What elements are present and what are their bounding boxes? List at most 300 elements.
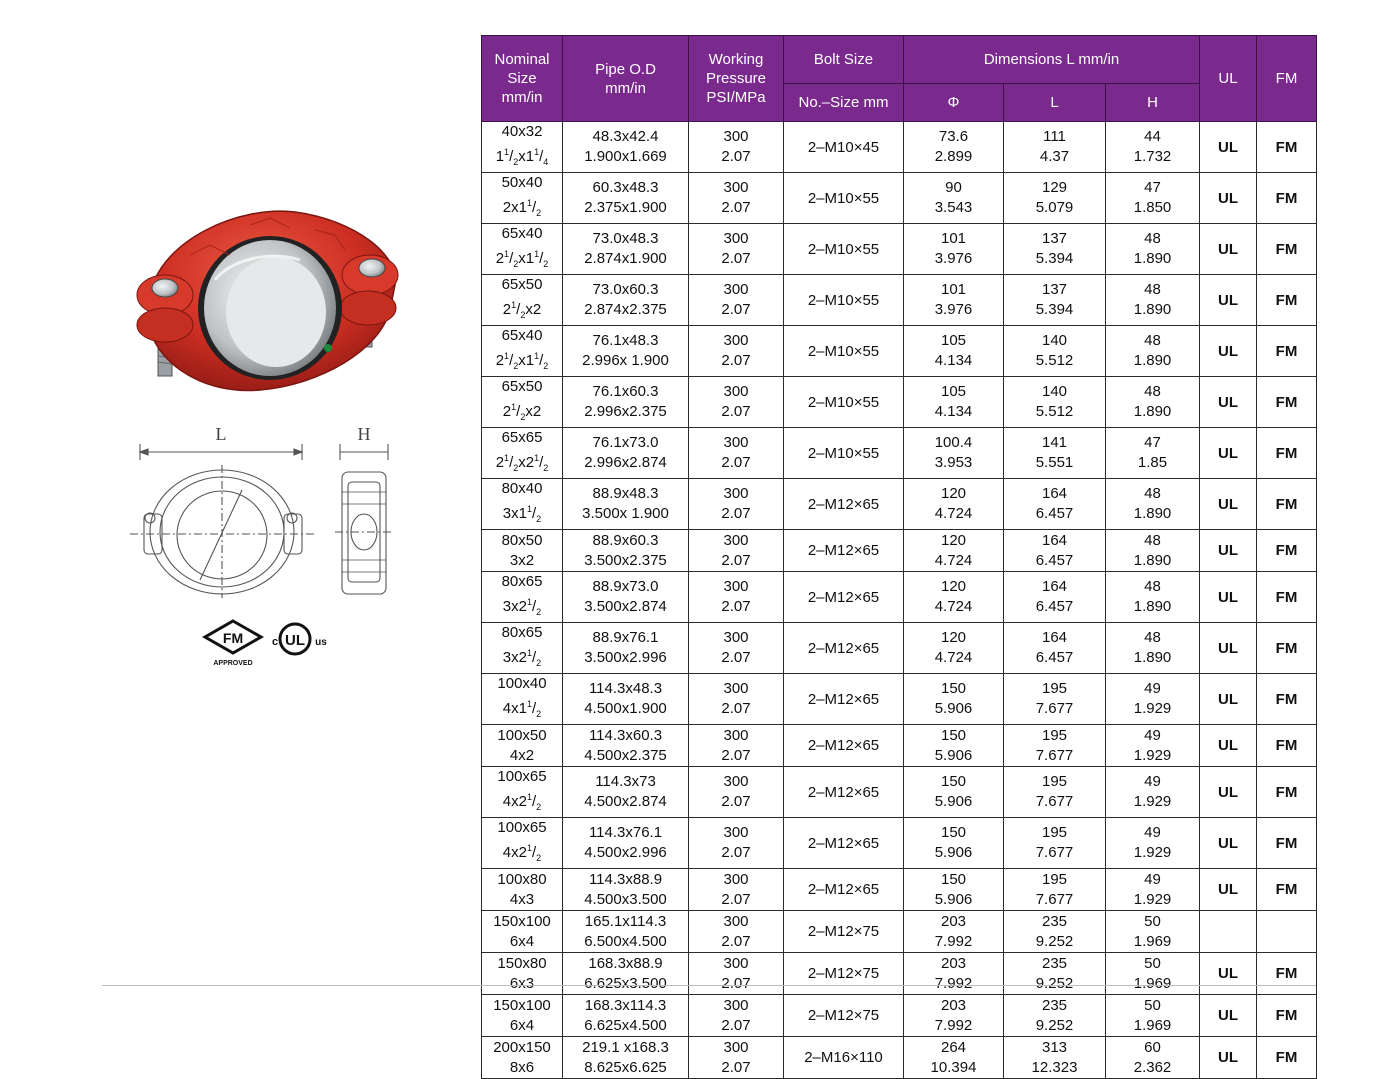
phi-in: 3.543	[934, 199, 973, 216]
cell-dim-phi	[904, 572, 1004, 623]
nominal-mm: 80x65	[501, 624, 543, 641]
phi-in: 4.724	[934, 505, 973, 522]
h-mm: 48	[1144, 485, 1161, 502]
cell-nominal-size	[482, 818, 563, 869]
pressure-mpa: 2.07	[721, 1058, 751, 1076]
cell-fm: FM	[1257, 326, 1317, 377]
cell-nominal-size	[482, 1037, 563, 1079]
cell-ul: UL	[1200, 479, 1257, 530]
h-mm: 48	[1144, 629, 1161, 646]
ul-listed-logo	[272, 624, 327, 654]
cell-ul: UL	[1200, 674, 1257, 725]
cell-dim-h	[1106, 224, 1200, 275]
header-fm: FM	[1257, 36, 1317, 122]
cell-working-pressure	[689, 173, 784, 224]
cell-ul: UL	[1200, 377, 1257, 428]
pressure-psi: 300	[723, 726, 749, 744]
table-row	[482, 911, 1317, 953]
cell-bolt-size: 2–M12×65	[784, 530, 904, 572]
od-in: 4.500x2.375	[584, 746, 667, 764]
nominal-mm: 100x80	[497, 870, 547, 888]
pressure-psi: 300	[723, 230, 749, 247]
phi-mm: 120	[940, 485, 967, 502]
nominal-inch: $2^1/_2x1^1/_2$	[495, 351, 549, 371]
cell-working-pressure	[689, 377, 784, 428]
od-mm: 165.1x114.3	[584, 912, 667, 930]
cell-fm: FM	[1257, 995, 1317, 1037]
l-in: 9.252	[1035, 1016, 1074, 1034]
od-in: 8.625x6.625	[584, 1058, 667, 1076]
cell-dim-l	[1004, 530, 1106, 572]
h-mm: 48	[1144, 531, 1161, 549]
cell-pipe-od	[563, 377, 689, 428]
cell-ul: UL	[1200, 122, 1257, 173]
h-mm: 48	[1144, 578, 1161, 595]
l-in: 6.457	[1035, 649, 1074, 666]
od-in: 3.500x2.996	[584, 649, 667, 666]
header-dim-phi: Φ	[904, 84, 1004, 122]
l-in: 7.677	[1035, 844, 1074, 861]
cell-dim-phi	[904, 953, 1004, 995]
l-in: 7.677	[1035, 793, 1074, 810]
table-row	[482, 173, 1317, 224]
od-mm: 76.1x60.3	[592, 383, 659, 400]
h-in: 1.929	[1133, 793, 1172, 810]
cell-dim-l	[1004, 818, 1106, 869]
nominal-mm: 65x50	[501, 378, 543, 395]
l-in: 7.677	[1035, 746, 1074, 764]
cell-pipe-od	[563, 767, 689, 818]
cell-working-pressure	[689, 674, 784, 725]
h-mm: 60	[1144, 1038, 1161, 1056]
od-in: 4.500x1.900	[584, 700, 667, 717]
h-in: 1.890	[1133, 551, 1172, 569]
l-mm: 164	[1041, 629, 1068, 646]
nominal-mm: 80x40	[501, 480, 543, 497]
cell-dim-l	[1004, 725, 1106, 767]
pressure-mpa: 2.07	[721, 403, 751, 420]
od-in: 6.625x4.500	[584, 1016, 667, 1034]
phi-in: 7.992	[934, 932, 973, 950]
header-ul: UL	[1200, 36, 1257, 122]
cell-fm: FM	[1257, 623, 1317, 674]
table-row	[482, 818, 1317, 869]
cell-fm	[1257, 911, 1317, 953]
pressure-psi: 300	[723, 680, 749, 697]
dimension-drawing	[130, 420, 410, 600]
footer-divider	[102, 985, 1316, 986]
nominal-mm: 80x65	[501, 573, 543, 590]
nominal-inch: $2^1/_2x2^1/_2$	[495, 453, 549, 473]
od-in: 4.500x3.500	[584, 890, 667, 908]
ul-logo-text: UL	[285, 632, 305, 649]
h-in: 1.969	[1133, 1016, 1172, 1034]
cell-bolt-size: 2–M10×55	[784, 173, 904, 224]
cell-nominal-size	[482, 953, 563, 995]
cell-bolt-size: 2–M10×55	[784, 326, 904, 377]
cell-ul: UL	[1200, 725, 1257, 767]
cell-dim-l	[1004, 995, 1106, 1037]
nominal-inch: $3x1^1/_2$	[502, 504, 542, 524]
cell-ul: UL	[1200, 953, 1257, 995]
cell-dim-phi	[904, 326, 1004, 377]
table-row	[482, 1037, 1317, 1079]
od-mm: 168.3x114.3	[584, 996, 667, 1014]
phi-mm: 203	[940, 912, 967, 930]
pressure-mpa: 2.07	[721, 454, 751, 471]
certification-marks	[195, 615, 355, 675]
h-in: 1.969	[1133, 974, 1172, 992]
cell-fm: FM	[1257, 953, 1317, 995]
cell-working-pressure	[689, 122, 784, 173]
phi-in: 2.899	[934, 148, 973, 165]
header-dimensions: Dimensions L mm/in	[904, 36, 1200, 84]
cell-ul: UL	[1200, 326, 1257, 377]
cell-working-pressure	[689, 1037, 784, 1079]
ul-logo-us: us	[315, 637, 327, 648]
cell-ul: UL	[1200, 818, 1257, 869]
cell-dim-phi	[904, 623, 1004, 674]
cell-ul: UL	[1200, 767, 1257, 818]
cell-working-pressure	[689, 995, 784, 1037]
cell-bolt-size: 2–M12×65	[784, 623, 904, 674]
cell-working-pressure	[689, 428, 784, 479]
h-mm: 48	[1144, 230, 1161, 247]
pressure-psi: 300	[723, 281, 749, 298]
l-mm: 235	[1041, 954, 1068, 972]
cell-dim-phi	[904, 1037, 1004, 1079]
cell-pipe-od	[563, 1037, 689, 1079]
pressure-psi: 300	[723, 179, 749, 196]
l-mm: 140	[1041, 332, 1068, 349]
cell-dim-l	[1004, 911, 1106, 953]
nominal-mm: 65x50	[501, 276, 543, 293]
cell-nominal-size	[482, 674, 563, 725]
pressure-psi: 300	[723, 629, 749, 646]
pressure-mpa: 2.07	[721, 932, 751, 950]
cell-pipe-od	[563, 818, 689, 869]
cell-fm: FM	[1257, 479, 1317, 530]
pressure-psi: 300	[723, 531, 749, 549]
nominal-inch: 6x3	[509, 974, 535, 992]
cell-fm: FM	[1257, 572, 1317, 623]
cell-dim-h	[1106, 377, 1200, 428]
cell-bolt-size: 2–M12×65	[784, 572, 904, 623]
cell-nominal-size	[482, 572, 563, 623]
od-mm: 76.1x73.0	[592, 434, 659, 451]
cell-working-pressure	[689, 623, 784, 674]
cell-dim-phi	[904, 173, 1004, 224]
od-mm: 76.1x48.3	[592, 332, 659, 349]
cell-dim-l	[1004, 623, 1106, 674]
header-dim-h: H	[1106, 84, 1200, 122]
phi-mm: 120	[940, 629, 967, 646]
pressure-mpa: 2.07	[721, 199, 751, 216]
l-mm: 140	[1041, 383, 1068, 400]
cell-working-pressure	[689, 725, 784, 767]
cell-ul: UL	[1200, 224, 1257, 275]
cell-dim-h	[1106, 479, 1200, 530]
specification-table	[481, 35, 1317, 1079]
cell-dim-h	[1106, 674, 1200, 725]
h-in: 1.890	[1133, 649, 1172, 666]
l-mm: 195	[1041, 726, 1068, 744]
cell-nominal-size	[482, 326, 563, 377]
table-row	[482, 275, 1317, 326]
nominal-mm: 80x50	[501, 531, 543, 549]
l-mm: 164	[1041, 485, 1068, 502]
od-mm: 48.3x42.4	[592, 128, 659, 145]
h-mm: 47	[1144, 434, 1161, 451]
cell-ul: UL	[1200, 275, 1257, 326]
cell-fm: FM	[1257, 428, 1317, 479]
cell-nominal-size	[482, 122, 563, 173]
cell-pipe-od	[563, 275, 689, 326]
fm-logo-subtext: APPROVED	[213, 660, 253, 667]
l-mm: 137	[1041, 230, 1068, 247]
cell-bolt-size: 2–M12×65	[784, 869, 904, 911]
cell-dim-phi	[904, 911, 1004, 953]
cell-dim-l	[1004, 377, 1106, 428]
l-in: 5.512	[1035, 352, 1074, 369]
nominal-mm: 65x40	[501, 327, 543, 344]
cell-working-pressure	[689, 911, 784, 953]
l-mm: 195	[1041, 824, 1068, 841]
phi-mm: 105	[940, 383, 967, 400]
h-in: 1.732	[1133, 148, 1172, 165]
pressure-mpa: 2.07	[721, 649, 751, 666]
cell-dim-phi	[904, 428, 1004, 479]
nominal-inch: $4x1^1/_2$	[502, 699, 542, 719]
l-in: 9.252	[1035, 974, 1074, 992]
nominal-mm: 200x150	[493, 1038, 551, 1056]
od-mm: 114.3x48.3	[588, 680, 663, 697]
h-mm: 49	[1144, 870, 1161, 888]
nominal-inch: 3x2	[509, 551, 535, 569]
nominal-mm: 150x80	[497, 954, 547, 972]
h-in: 1.890	[1133, 403, 1172, 420]
cell-dim-l	[1004, 572, 1106, 623]
cell-dim-phi	[904, 224, 1004, 275]
od-mm: 88.9x48.3	[592, 485, 659, 502]
pressure-mpa: 2.07	[721, 1016, 751, 1034]
pressure-psi: 300	[723, 996, 749, 1014]
cell-ul: UL	[1200, 428, 1257, 479]
phi-mm: 264	[940, 1038, 967, 1056]
h-mm: 49	[1144, 824, 1161, 841]
nominal-inch: 4x3	[509, 890, 535, 908]
cell-dim-h	[1106, 767, 1200, 818]
cell-pipe-od	[563, 479, 689, 530]
cell-dim-l	[1004, 674, 1106, 725]
cell-dim-phi	[904, 995, 1004, 1037]
od-in: 1.900x1.669	[584, 148, 667, 165]
phi-mm: 73.6	[938, 128, 969, 145]
cell-dim-l	[1004, 869, 1106, 911]
l-mm: 313	[1041, 1038, 1068, 1056]
nominal-inch: $3x2^1/_2$	[502, 648, 542, 668]
l-mm: 164	[1041, 578, 1068, 595]
cell-working-pressure	[689, 818, 784, 869]
pressure-psi: 300	[723, 954, 749, 972]
nominal-inch: $3x2^1/_2$	[502, 597, 542, 617]
cell-dim-l	[1004, 767, 1106, 818]
phi-mm: 150	[940, 824, 967, 841]
h-in: 1.929	[1133, 746, 1172, 764]
od-mm: 114.3x73	[595, 773, 656, 790]
cell-bolt-size: 2–M12×75	[784, 953, 904, 995]
cell-bolt-size: 2–M12×75	[784, 911, 904, 953]
od-mm: 168.3x88.9	[588, 954, 663, 972]
nominal-inch: 6x4	[509, 1016, 535, 1034]
l-mm: 235	[1041, 912, 1068, 930]
h-mm: 49	[1144, 773, 1161, 790]
h-mm: 50	[1144, 954, 1161, 972]
pressure-psi: 300	[723, 1038, 749, 1056]
od-in: 6.500x4.500	[584, 932, 667, 950]
cell-bolt-size: 2–M10×45	[784, 122, 904, 173]
cell-ul: UL	[1200, 869, 1257, 911]
l-in: 7.677	[1035, 890, 1074, 908]
cell-dim-phi	[904, 674, 1004, 725]
cell-nominal-size	[482, 530, 563, 572]
od-mm: 60.3x48.3	[592, 179, 659, 196]
od-in: 2.874x1.900	[584, 250, 667, 267]
l-in: 6.457	[1035, 551, 1074, 569]
l-in: 5.512	[1035, 403, 1074, 420]
table-row	[482, 326, 1317, 377]
phi-mm: 90	[945, 179, 962, 196]
cell-nominal-size	[482, 869, 563, 911]
table-row	[482, 572, 1317, 623]
pressure-mpa: 2.07	[721, 700, 751, 717]
cell-dim-l	[1004, 122, 1106, 173]
cell-dim-l	[1004, 1037, 1106, 1079]
l-mm: 129	[1041, 179, 1068, 196]
header-nominal-size: Nominal Size mm/in	[482, 36, 563, 122]
cell-pipe-od	[563, 530, 689, 572]
nominal-inch: $4x2^1/_2$	[502, 792, 542, 812]
h-mm: 50	[1144, 912, 1161, 930]
cell-nominal-size	[482, 173, 563, 224]
cell-bolt-size: 2–M10×55	[784, 224, 904, 275]
pressure-mpa: 2.07	[721, 148, 751, 165]
cell-pipe-od	[563, 428, 689, 479]
phi-in: 4.724	[934, 649, 973, 666]
l-mm: 111	[1043, 128, 1066, 145]
nominal-mm: 150x100	[493, 996, 551, 1014]
table-row	[482, 377, 1317, 428]
cell-fm: FM	[1257, 674, 1317, 725]
h-mm: 49	[1144, 680, 1161, 697]
cell-dim-phi	[904, 122, 1004, 173]
h-in: 1.850	[1133, 199, 1172, 216]
l-mm: 195	[1041, 870, 1068, 888]
cell-dim-phi	[904, 377, 1004, 428]
phi-in: 3.976	[934, 250, 973, 267]
nominal-inch: $4x2^1/_2$	[502, 843, 542, 863]
cell-ul: UL	[1200, 173, 1257, 224]
cell-fm: FM	[1257, 818, 1317, 869]
h-mm: 48	[1144, 332, 1161, 349]
l-in: 6.457	[1035, 505, 1074, 522]
nominal-mm: 100x65	[497, 819, 547, 836]
phi-in: 3.953	[934, 454, 973, 471]
cell-dim-h	[1106, 911, 1200, 953]
cell-dim-h	[1106, 572, 1200, 623]
cell-nominal-size	[482, 623, 563, 674]
cell-fm: FM	[1257, 173, 1317, 224]
h-mm: 44	[1144, 128, 1161, 145]
cell-fm: FM	[1257, 122, 1317, 173]
cell-bolt-size: 2–M12×65	[784, 818, 904, 869]
cell-dim-phi	[904, 275, 1004, 326]
h-in: 1.85	[1137, 454, 1168, 471]
nominal-inch: $2^1/_2x2$	[502, 402, 542, 422]
cell-dim-h	[1106, 953, 1200, 995]
od-mm: 114.3x60.3	[588, 726, 663, 744]
cell-working-pressure	[689, 869, 784, 911]
phi-mm: 101	[940, 230, 967, 247]
od-in: 3.500x2.874	[584, 598, 667, 615]
l-mm: 141	[1041, 434, 1068, 451]
cell-nominal-size	[482, 275, 563, 326]
l-in: 4.37	[1039, 148, 1070, 165]
table-row	[482, 767, 1317, 818]
h-mm: 48	[1144, 281, 1161, 298]
nominal-inch: $1^1/_2x1^1/_4$	[495, 147, 549, 167]
l-in: 5.551	[1035, 454, 1074, 471]
od-mm: 114.3x88.9	[588, 870, 663, 888]
phi-mm: 120	[940, 531, 967, 549]
cell-ul: UL	[1200, 530, 1257, 572]
nominal-mm: 65x40	[501, 225, 543, 242]
pressure-psi: 300	[723, 332, 749, 349]
l-in: 12.323	[1031, 1058, 1078, 1076]
cell-pipe-od	[563, 623, 689, 674]
cell-ul: UL	[1200, 995, 1257, 1037]
nominal-mm: 65x65	[501, 429, 543, 446]
cell-bolt-size: 2–M10×55	[784, 377, 904, 428]
phi-in: 4.134	[934, 403, 973, 420]
cell-ul: UL	[1200, 623, 1257, 674]
cell-dim-h	[1106, 623, 1200, 674]
od-mm: 73.0x60.3	[592, 281, 659, 298]
od-mm: 114.3x76.1	[588, 824, 663, 841]
table-row	[482, 122, 1317, 173]
cell-working-pressure	[689, 275, 784, 326]
cell-bolt-size: 2–M10×55	[784, 275, 904, 326]
cell-dim-phi	[904, 530, 1004, 572]
pressure-mpa: 2.07	[721, 844, 751, 861]
cell-working-pressure	[689, 767, 784, 818]
cell-pipe-od	[563, 953, 689, 995]
phi-in: 7.992	[934, 1016, 973, 1034]
nominal-mm: 50x40	[501, 174, 543, 191]
ul-logo-c: c	[271, 636, 279, 648]
pressure-mpa: 2.07	[721, 301, 751, 318]
od-mm: 88.9x76.1	[592, 629, 659, 646]
nominal-mm: 100x65	[497, 768, 547, 785]
h-mm: 48	[1144, 383, 1161, 400]
h-mm: 47	[1144, 179, 1161, 196]
od-in: 2.996x2.874	[584, 454, 667, 471]
cell-dim-l	[1004, 479, 1106, 530]
pressure-psi: 300	[723, 434, 749, 451]
phi-mm: 203	[940, 954, 967, 972]
h-in: 2.362	[1133, 1058, 1172, 1076]
cell-dim-h	[1106, 725, 1200, 767]
